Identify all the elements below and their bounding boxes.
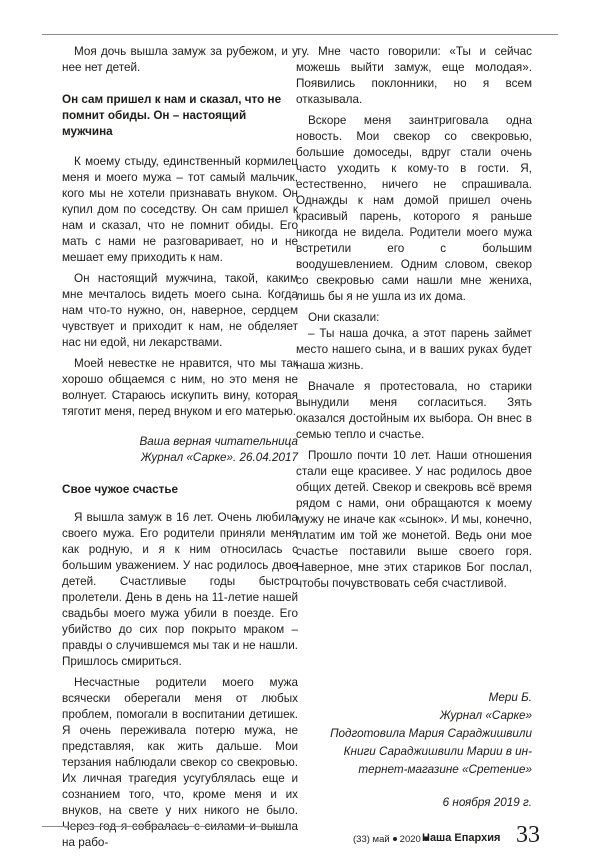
reader-signature: Ваша верная читательница	[139, 435, 298, 448]
paragraph: – Ты наша дочка, а этот парень займет место нашего сына, и в ваших руках будет наша жизнь.	[296, 327, 532, 372]
paragraph: Несчастные родители моего мужа всячески оберегали меня от любых проблем, помогали в воспитании детишек. Я очень переживала потерю мужа, не представляя, как жить дальше. Мои терзания наблюдали свекор со свекровью. Их личная трагедия усугублялась еще и сознанием того, что, кроме меня и их внуков, на свете у них никого не было. Через год я собралась с силами и вышла на рабо-	[62, 676, 298, 849]
publication-date: 6 ноября 2019 г.	[442, 796, 532, 809]
issue-year: 2020	[399, 834, 421, 845]
right-column	[296, 44, 532, 592]
paragraph: Вскоре меня заинтриговала одна новость. Мои свекор со свекровью, большие домоседы, вдруг стали очень часто уходить к кому-то в гости. Я, естественно, ничего не спрашивала. Однажды к нам домой пришел очень красивый парень, которого я раньше никогда не видела. Родители моего мужа встретили его с большим воодушевлением. Одним словом, свекор со свекровью сами нашли мне жениха, лишь бы я не ушла из их дома.	[296, 114, 532, 303]
paragraph: Моей невестке не нравится, что мы так хорошо общаемся с ним, но это меня не волнует. Стараюсь искупить вину, которая тяготит меня, перед внуком и его матерью.	[62, 357, 298, 418]
paragraph: Он настоящий мужчина, такой, каким мне мечталось видеть моего сына. Когда нам что-то нужно, он, наверное, сердцем чувствует и приходит к нам, не обделяет нас ни едой, ни лекарствами.	[62, 272, 298, 349]
heading-own-happiness: Свое чужое счастье	[62, 483, 179, 496]
paragraph: К моему стыду, единственный кормилец меня и моего мужа – тот самый мальчик, кого мы не хотели признавать внуком. Он купил дом по соседству. Он сам пришел к нам и сказал, что не помнит обиды. Его мать с нами не разговаривает, но и не мешает ему приходить к нам.	[62, 155, 298, 264]
journal-name: Журнал «Сарке»	[439, 709, 532, 722]
top-rule	[42, 34, 558, 35]
magazine-title: Наша Епархия	[422, 832, 501, 844]
intro-paragraph: Моя дочь вышла замуж за рубежом, и у нее нет детей.	[62, 45, 298, 74]
bottom-rule	[42, 826, 282, 827]
paragraph: ту. Мне часто говорили: «Ты и сейчас можешь выйти замуж, еще молодая». Появились поклонники, но я всем отказывала.	[296, 45, 532, 106]
paragraph: Я вышла замуж в 16 лет. Очень любила своего мужа. Его родители приняли меня как родную, и я к ним относилась с большим уважением. У нас родилось двое детей. Счастливые годы быстро пролетели. День в день на 11-летие нашей свадьбы моего мужа убили в поезде. Его убийство до сих пор покрыто мраком – правды о случившемся мы так и не нашли. Пришлось смириться.	[62, 511, 298, 668]
author-name: Мери Б.	[488, 691, 532, 704]
page-number: 33	[516, 822, 540, 848]
article-credits	[296, 689, 532, 812]
source-line: Журнал «Сарке». 26.04.2017	[140, 451, 298, 464]
page-footer	[340, 820, 560, 860]
paragraph: Прошло почти 10 лет. Наши отношения стали еще красивее. У нас родилось двое общих детей. Свекор и свекровь всё время рядом с нами, они обращаются к моему мужу не иначе как «сынок». И мы, конечно, платим им той же монетой. Ведь они мое счастье поставили выше своего горя. Наверное, мне этих стариков Бог послал, чтобы почувствовать себя счастливой.	[296, 449, 532, 590]
book-line: Книги Сараджишвили Марии в ин-	[343, 745, 532, 758]
book-line: тернет-магазине «Сретение»	[358, 763, 532, 776]
prepared-by: Подготовила Мария Сараджишвили	[330, 727, 532, 740]
paragraph: Вначале я протестовала, но старики вынудили меня согласиться. Зять оказался достойным их выбора. Он внес в семью тепло и счастье.	[296, 380, 532, 441]
left-column	[62, 44, 298, 851]
bullet-icon	[393, 837, 397, 841]
paragraph: Они сказали:	[308, 311, 380, 324]
issue-number: (33) май	[353, 834, 390, 845]
heading-real-man: Он сам пришел к нам и сказал, что не помнит обиды. Он – настоящий мужчина	[62, 93, 282, 138]
issue-info	[353, 834, 431, 845]
